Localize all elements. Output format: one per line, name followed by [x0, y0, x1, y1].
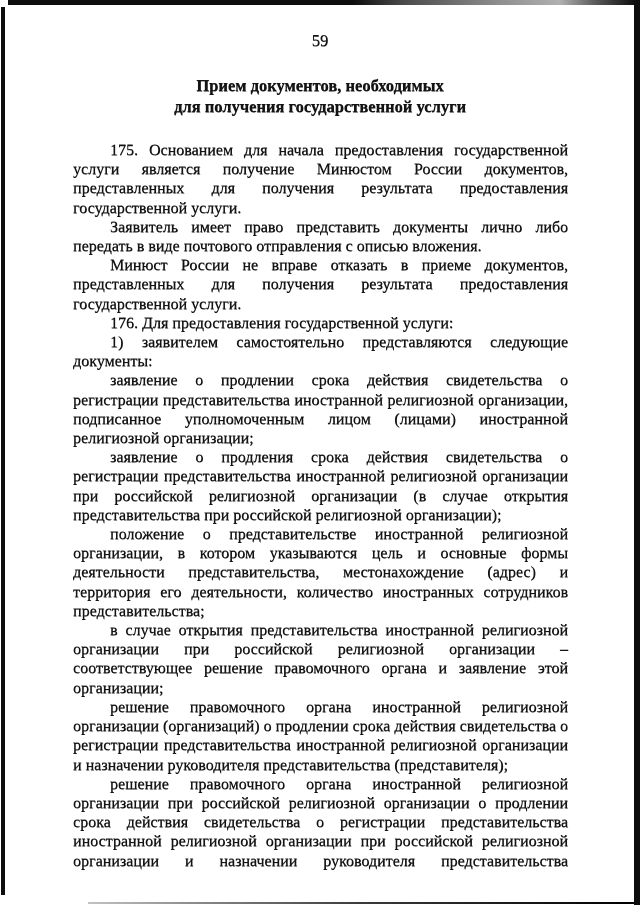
- page-number: 59: [311, 31, 329, 50]
- paragraph-application-2: заявление о продления срока действия свидетельства о регистрации представительства иностранной религиозной организации при российской религиозной организации (в случае открытия представительства при российской религиозной организации);: [73, 449, 568, 524]
- paragraph-item-1: 1) заявителем самостоятельно представляются следующие документы:: [73, 334, 568, 371]
- paragraph-application-1: заявление о продлении срока действия свидетельства о регистрации представительства иностранной религиозной организации, подписанное уполномоченным лицом (лицами) иностранной религиозной организации;: [73, 372, 568, 448]
- paragraph-opening-case: в случае открытия представительства иностранной религиозной организации при российской религиозной организации – соответствующее решение правомочного органа и заявление этой организации;: [73, 622, 568, 697]
- paragraph-decision-1: решение правомочного органа иностранной религиозной организации (организаций) о продлении срока действия свидетельства о регистрации представительства иностранной религиозной организации и назначении руководителя представительства (представителя);: [73, 698, 568, 774]
- paragraph-decision-2: решение правомочного органа иностранной религиозной организации при российской религиозной организации о продлении срока действия свидетельства о регистрации представительства иностранной религиозной организации при российской религиозной организации и назначении руководителя представительства: [73, 775, 568, 870]
- scan-border-bottom: [88, 902, 634, 904]
- paragraph-176: 176. Для предоставления государственной услуги:: [110, 314, 454, 332]
- scan-border-left: [1, 7, 5, 895]
- paragraph-minjust-no-refusal: Минюст России не вправе отказать в приеме документов, представленных для получения результата предоставления государственной услуги.: [73, 257, 568, 313]
- scan-border-top: [8, 0, 635, 5]
- paragraph-applicant-right: Заявитель имеет право представить документы лично либо передать в виде почтового отправления с описью вложения.: [73, 218, 568, 256]
- paragraph-175: 175. Основанием для начала предоставления государственной услуги является получение Минюстом России документов, представленных для получения результата предоставления государственной услуги.: [73, 142, 568, 217]
- document-body: [73, 141, 568, 871]
- heading-line-1: Прием документов, необходимых: [196, 76, 444, 95]
- heading-line-2: для получения государственной услуги: [174, 96, 466, 116]
- paragraph-regulation: положение о представительстве иностранной религиозной организации, в котором указываются цель и основные формы деятельности представительства, местонахождение (адрес) и территория его деятельности, количество иностранных сотрудников представительства;: [73, 526, 568, 620]
- document-heading: [0, 76, 640, 117]
- scan-border-right: [634, 0, 640, 905]
